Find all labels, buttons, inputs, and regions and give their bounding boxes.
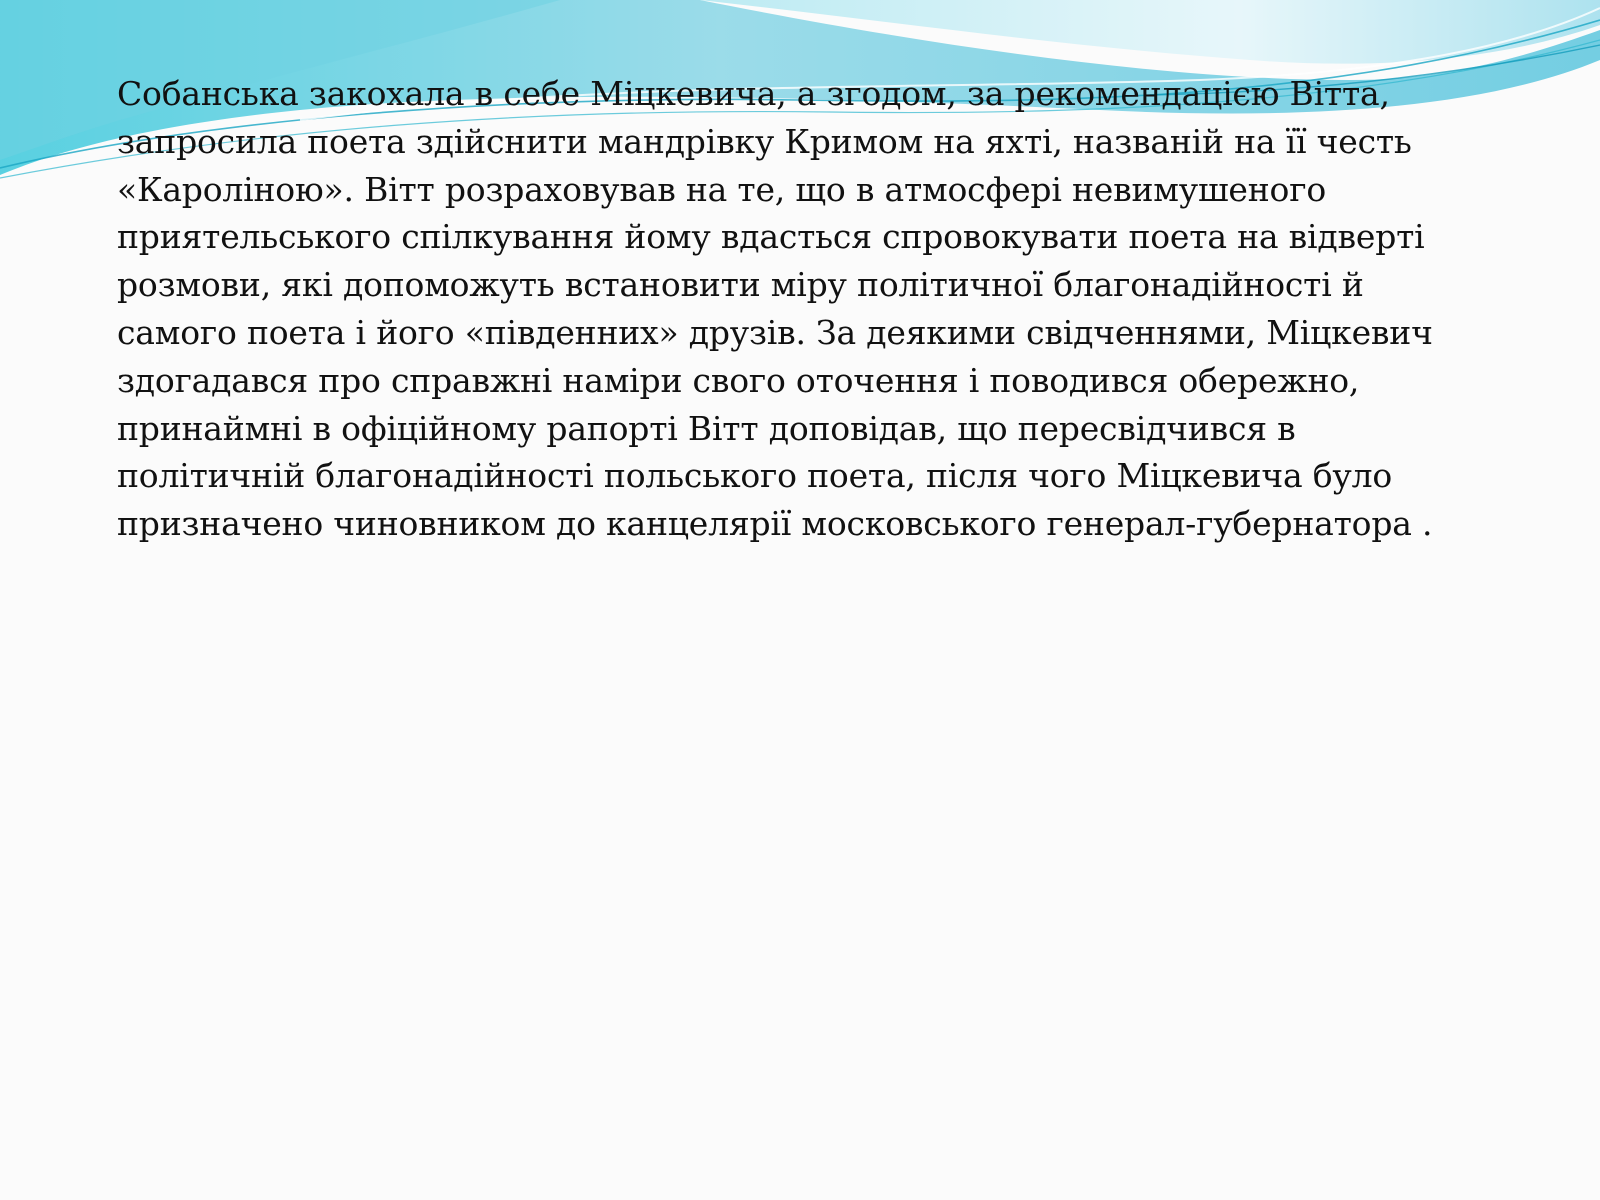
text-line: «Кароліною». Вітт розраховував на те, що в атмосфері невимушеного (117, 169, 1326, 209)
text-line: принаймні в офіційному рапорті Вітт доповідав, що пересвідчився в (117, 408, 1296, 448)
text-line: запросила поета здійснити мандрівку Кримом на яхті, названій на її честь (117, 121, 1412, 161)
text-line: призначено чиновником до канцелярії московського генерал-губернатора . (117, 504, 1433, 544)
text-line: розмови, які допоможуть встановити міру політичної благонадійності й (117, 265, 1364, 305)
slide-body-text (117, 70, 1557, 548)
text-line: приятельського спілкування йому вдасться спровокувати поета на відверті (117, 217, 1425, 257)
text-line: самого поета і його «південних» друзів. За деякими свідченнями, Міцкевич (117, 312, 1433, 352)
text-line: політичній благонадійності польського поета, після чого Міцкевича було (117, 456, 1393, 496)
text-line: здогадався про справжні наміри свого оточення і поводився обережно, (117, 360, 1360, 400)
text-line: Собанська закохала в себе Міцкевича, а згодом, за рекомендацією Вітта, (117, 74, 1390, 113)
